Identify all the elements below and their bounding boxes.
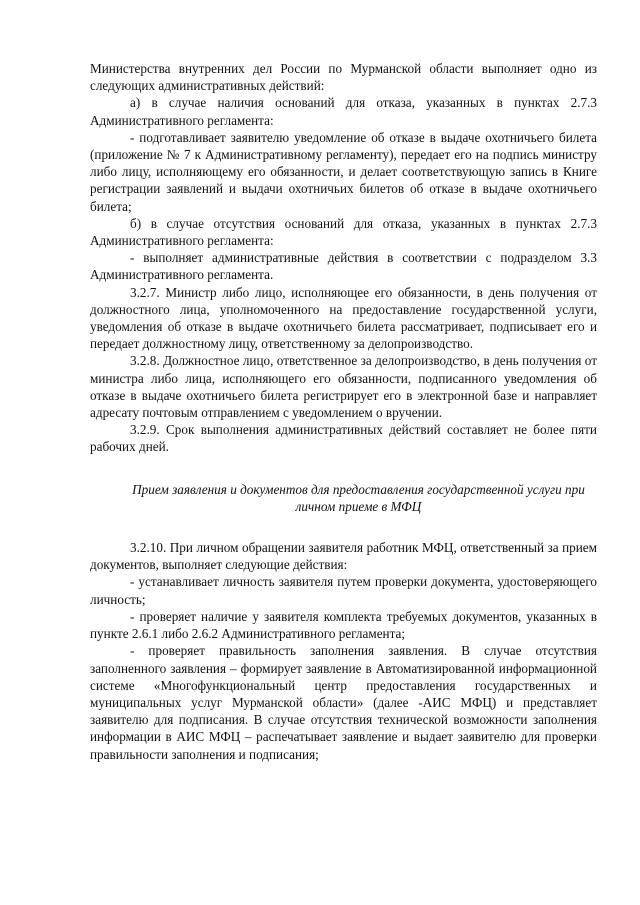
paragraph-3-2-8: 3.2.8. Должностное лицо, ответственное за делопроизводство, в день получения от министра либо лица, исполняющего его обязанности, подписанного уведомления об отказе в выдаче охотничьего билета регистрирует его в электронной базе и направляет адресату почтовым отправлением с уведомлением о вручении. xyxy=(90,353,597,421)
paragraph-3-2-10: 3.2.10. При личном обращении заявителя работник МФЦ, ответственный за прием документов, выполняет следующие действия: xyxy=(90,540,597,573)
list-item-application-check: - проверяет правильность заполнения заявления. В случае отсутствия заполненного заявления – формирует заявление в Автоматизированной информационной системе «Многофункциональный центр предоставления государственных и муниципальных услуг Мурманской области» (далее -АИС МФЦ) и представляет заявителю для подписания. В случае отсутствия технической возможности заполнения информации в АИС МФЦ – распечатывает заявление и выдает заявителю для проверки правильности заполнения и подписания; xyxy=(90,643,597,762)
paragraph-3-2-7: 3.2.7. Министр либо лицо, исполняющее его обязанности, в день получения от должностного лица, уполномоченного на предоставление государственной услуги, уведомления об отказе в выдаче охотничьего билета рассматривает, подписывает его и передает должностному лицу, ответственному за делопроизводство. xyxy=(90,284,597,352)
document-page xyxy=(90,60,597,763)
paragraph-option-b: б) в случае отсутствия оснований для отказа, указанных в пунктах 2.7.3 Административного регламента: xyxy=(90,215,597,249)
paragraph-continuation: Министерства внутренних дел России по Мурманской области выполняет одно из следующих административных действий: xyxy=(90,61,597,94)
section-heading: Прием заявления и документов для предоставления государственной услуги при личном приеме в МФЦ xyxy=(132,481,585,514)
list-item-identity: - устанавливает личность заявителя путем проверки документа, удостоверяющего личность; xyxy=(90,574,597,607)
list-item-documents: - проверяет наличие у заявителя комплекта требуемых документов, указанных в пункте 2.6.1 либо 2.6.2 Административного регламента; xyxy=(90,608,597,642)
paragraph-3-2-9: 3.2.9. Срок выполнения административных действий составляет не более пяти рабочих дней. xyxy=(90,422,597,455)
paragraph-option-b-action: - выполняет административные действия в соответствии с подразделом 3.3 Административного регламента. xyxy=(90,250,597,283)
paragraph-option-a-action: - подготавливает заявителю уведомление об отказе в выдаче охотничьего билета (приложение № 7 к Административному регламенту), передает его на подпись министру либо лицу, исполняющему его обязанности, и делает соответствующую запись в Книге регистрации заявлений и выдачи охотничьих билетов об отказе в выдаче охотничьего билета; xyxy=(90,129,597,214)
paragraph-option-a: а) в случае наличия оснований для отказа, указанных в пунктах 2.7.3 Административного регламента: xyxy=(90,95,597,128)
